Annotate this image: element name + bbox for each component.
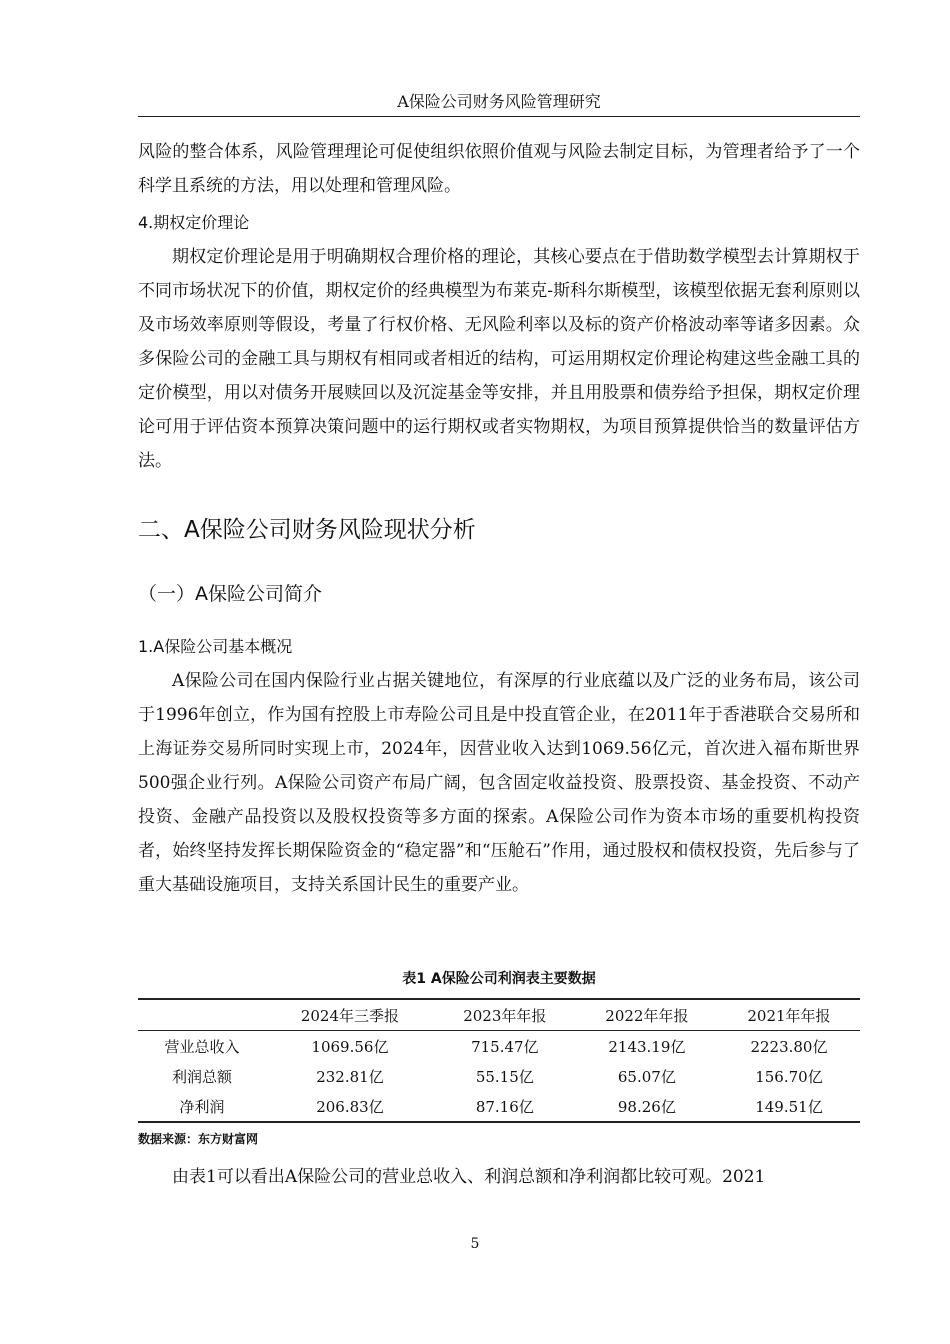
table-header-cell <box>138 999 266 1031</box>
table-cell: 2223.80亿 <box>750 1037 828 1056</box>
table-cell: 98.26亿 <box>617 1097 676 1116</box>
table-source: 数据来源：东方财富网 <box>138 1132 259 1146</box>
table-cell: 利润总额 <box>172 1067 233 1086</box>
table-cell: 1069.56亿 <box>311 1037 389 1056</box>
heading-section-two: 二、A保险公司财务风险现状分析 <box>138 517 476 543</box>
paragraph-option-pricing: 期权定价理论是用于明确期权合理价格的理论，其核心要点在于借助数学模型去计算期权于不同市场状况下的价值，期权定价的经典模型为布莱克-斯科尔斯模型，该模型依据无套利原则以及市场效率原则等假设，考量了行权价格、无风险利率以及标的资产价格波动率等诸多因素。众多保险公司的金融工具与期权有相同或者相近的结构，可运用期权定价理论构建这些金融工具的定价模型，用以对债务开展赎回以及沉淀基金等安排，并且用股票和债券给予担保，期权定价理论可用于评估资本预算决策问题中的运行期权或者实物期权，为项目预算提供恰当的数量评估方法。 <box>138 247 860 471</box>
table-header-cell: 2022年年报 <box>605 1006 689 1025</box>
table-cell: 营业总收入 <box>164 1037 240 1056</box>
page-number: 5 <box>470 1236 480 1252</box>
table-cell: 55.15亿 <box>475 1067 534 1086</box>
running-header: A保险公司财务风险管理研究 <box>138 88 860 117</box>
table-header-cell: 2023年年报 <box>463 1006 547 1025</box>
table-cell: 87.16亿 <box>475 1097 534 1116</box>
table-cell: 232.81亿 <box>316 1067 384 1086</box>
paragraph-table-analysis: 由表1可以看出A保险公司的营业总收入、利润总额和净利润都比较可观。2021 <box>172 1167 766 1187</box>
table-row <box>138 1091 860 1122</box>
table-header-cell: 2021年年报 <box>747 1006 831 1025</box>
table-cell: 715.47亿 <box>471 1037 539 1056</box>
heading-company-intro: （一）A保险公司简介 <box>138 583 322 605</box>
paragraph-risk-integration: 风险的整合体系，风险管理理论可促使组织依照价值观与风险去制定目标，为管理者给予了一个科学且系统的方法，用以处理和管理风险。 <box>138 142 860 196</box>
table-cell: 2143.19亿 <box>608 1037 686 1056</box>
table-cell: 65.07亿 <box>617 1067 676 1086</box>
profit-table <box>138 998 860 1123</box>
heading-option-pricing: 4.期权定价理论 <box>138 213 250 232</box>
table-cell: 149.51亿 <box>755 1097 823 1116</box>
table-header-row <box>138 999 860 1031</box>
paragraph-company-overview: A保险公司在国内保险行业占据关键地位，有深厚的行业底蕴以及广泛的业务布局，该公司于1996年创立，作为国有控股上市寿险公司且是中投直管企业，在2011年于香港联合交易所和上海证券交易所同时实现上市，2024年，因营业收入达到1069.56亿元，首次进入福布斯世界500强企业行列。A保险公司资产布局广阔，包含固定收益投资、股票投资、基金投资、不动产投资、金融产品投资以及股权投资等多方面的探索。A保险公司作为资本市场的重要机构投资者，始终坚持发挥长期保险资金的“稳定器”和“压舱石”作用，通过股权和债权投资，先后参与了重大基础设施项目，支持关系国计民生的重要产业。 <box>138 671 860 895</box>
table-row <box>138 1031 860 1062</box>
table-header-cell: 2024年三季报 <box>300 1006 400 1025</box>
table-row <box>138 1061 860 1091</box>
table-cell: 净利润 <box>179 1097 225 1116</box>
table-cell: 206.83亿 <box>316 1097 384 1116</box>
table-cell: 156.70亿 <box>755 1067 823 1086</box>
table-caption: 表1 A保险公司利润表主要数据 <box>402 971 596 987</box>
heading-basic-overview: 1.A保险公司基本概况 <box>138 637 293 656</box>
